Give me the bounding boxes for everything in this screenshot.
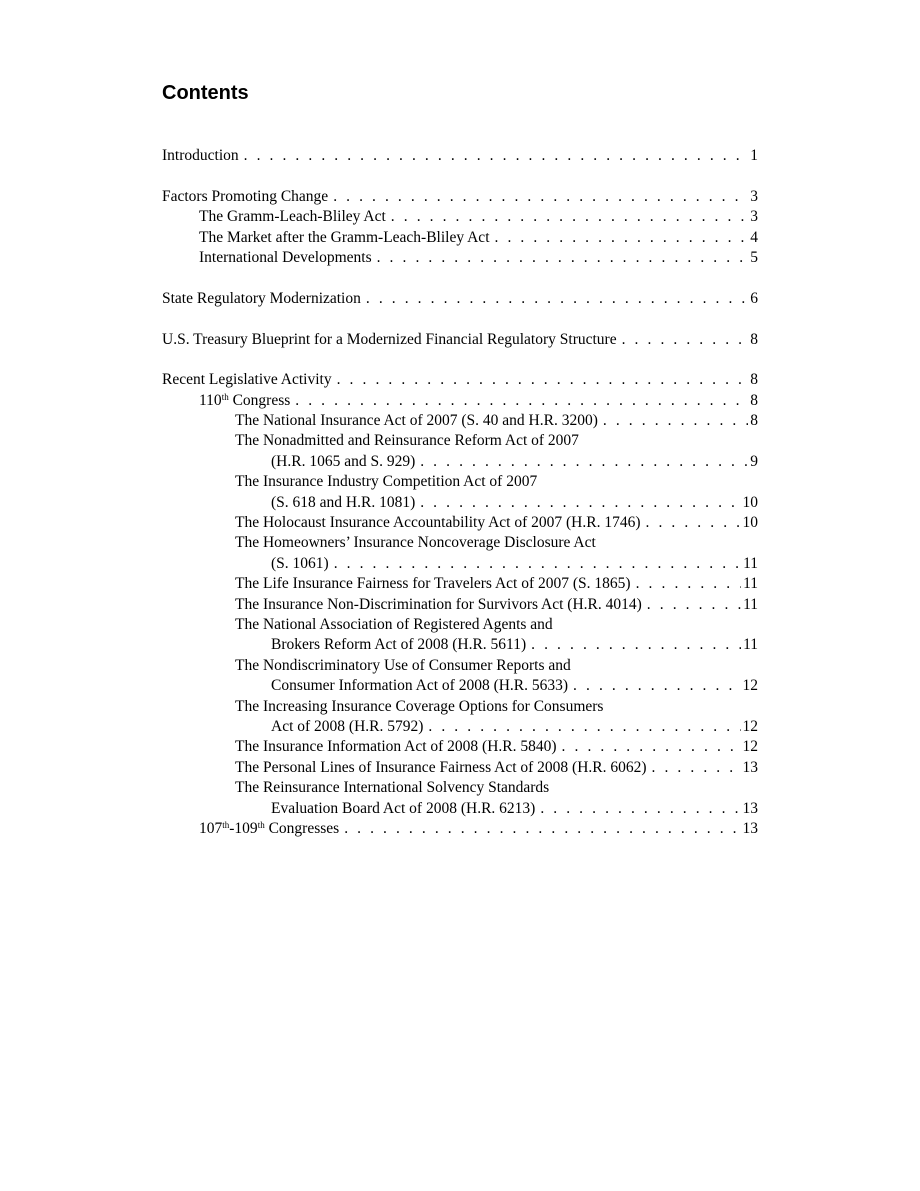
dot-leader	[391, 207, 748, 227]
toc-page-number: 8	[750, 391, 758, 409]
toc-page-number: 11	[743, 554, 758, 572]
dot-leader	[333, 187, 748, 207]
toc-entry-label: The Nonadmitted and Reinsurance Reform Act of 2007	[235, 432, 579, 450]
toc-entry-lift[interactable]	[162, 574, 758, 594]
toc-entry-holocaust[interactable]	[162, 513, 758, 533]
toc-entry-107th-109th-congresses[interactable]	[162, 819, 758, 839]
toc-page-number: 8	[750, 412, 758, 430]
toc-entry-label	[199, 391, 290, 411]
page-title: Contents	[162, 82, 249, 104]
toc-entry-label: The Homeowners’ Insurance Noncoverage Disclosure Act	[235, 534, 596, 552]
toc-entry-label: U.S. Treasury Blueprint for a Modernized Financial Regulatory Structure	[162, 330, 617, 348]
toc-entry-label: The Holocaust Insurance Accountability Act of 2007 (H.R. 1746)	[235, 514, 641, 532]
toc-entry-label: The Market after the Gramm-Leach-Bliley Act	[199, 228, 490, 246]
toc-entry-narab-line2[interactable]	[162, 635, 758, 655]
dot-leader	[244, 146, 749, 166]
toc-entry-recent[interactable]	[162, 370, 758, 390]
toc-entry-iica-line1[interactable]	[162, 472, 758, 492]
dot-leader	[366, 289, 748, 309]
toc-entry-label: Recent Legislative Activity	[162, 371, 332, 389]
toc-entry-international[interactable]	[162, 248, 758, 268]
toc-page-number: 8	[750, 330, 758, 348]
toc-entry-label: The Reinsurance International Solvency Standards	[235, 779, 550, 797]
toc-entry-state[interactable]	[162, 289, 758, 309]
dot-leader	[603, 411, 748, 431]
congress-number-end: -109	[229, 819, 258, 837]
toc-page-number: 10	[742, 493, 758, 511]
toc-entry-indsa[interactable]	[162, 595, 758, 615]
dot-leader	[540, 799, 740, 819]
toc-page-number: 3	[750, 208, 758, 226]
toc-entry-label: The Insurance Non-Discrimination for Survivors Act (H.R. 4014)	[235, 595, 642, 613]
dot-leader	[622, 330, 749, 350]
toc-page-number: 3	[750, 187, 758, 205]
congress-label: Congresses	[264, 819, 340, 837]
toc-entry-nucr-line2[interactable]	[162, 676, 758, 696]
toc-entry-label: The Life Insurance Fairness for Travelers Act of 2007 (S. 1865)	[235, 575, 631, 593]
toc-entry-label: Consumer Information Act of 2008 (H.R. 5633)	[271, 677, 569, 695]
dot-leader	[344, 819, 740, 839]
toc-entry-nucr-line1[interactable]	[162, 656, 758, 676]
dot-leader	[646, 513, 741, 533]
toc-entry-label: (S. 1061)	[271, 554, 329, 572]
table-of-contents	[162, 146, 758, 839]
toc-entry-label: The Nondiscriminatory Use of Consumer Reports and	[235, 656, 571, 674]
ordinal-suffix: th	[221, 391, 229, 402]
toc-page-number: 4	[750, 228, 758, 246]
toc-entry-icoc-line1[interactable]	[162, 697, 758, 717]
toc-entry-treasury[interactable]	[162, 330, 758, 350]
toc-entry-label: Evaluation Board Act of 2008 (H.R. 6213)	[271, 799, 536, 817]
dot-leader	[295, 391, 748, 411]
dot-leader	[337, 370, 749, 390]
toc-entry-introduction[interactable]	[162, 146, 758, 166]
toc-page-number: 12	[742, 717, 758, 735]
toc-entry-label: Introduction	[162, 147, 239, 164]
toc-entry-label: (S. 618 and H.R. 1081)	[271, 493, 416, 511]
ordinal-suffix: th	[222, 819, 230, 830]
toc-entry-plif[interactable]	[162, 758, 758, 778]
congress-label: Congress	[228, 391, 291, 409]
toc-entry-nia[interactable]	[162, 411, 758, 431]
toc-entry-label: The Gramm-Leach-Bliley Act	[199, 208, 386, 226]
toc-page-number: 12	[742, 738, 758, 756]
dot-leader	[562, 737, 741, 757]
dot-leader	[377, 248, 749, 268]
dot-leader	[647, 595, 741, 615]
toc-entry-label: The Personal Lines of Insurance Fairness Act of 2008 (H.R. 6062)	[235, 758, 647, 776]
toc-page-number: 13	[742, 758, 758, 776]
ordinal-suffix: th	[257, 819, 265, 830]
toc-entry-label: The Insurance Information Act of 2008 (H.R. 5840)	[235, 738, 557, 756]
toc-entry-icoc-line2[interactable]	[162, 717, 758, 737]
toc-entry-hind-line2[interactable]	[162, 554, 758, 574]
toc-page-number: 8	[750, 371, 758, 389]
toc-entry-label: The National Insurance Act of 2007 (S. 40 and H.R. 3200)	[235, 412, 598, 430]
dot-leader	[573, 676, 740, 696]
toc-entry-label: The Increasing Insurance Coverage Options for Consumers	[235, 697, 604, 715]
toc-entry-iica-line2[interactable]	[162, 493, 758, 513]
toc-entry-label: (H.R. 1065 and S. 929)	[271, 452, 416, 470]
toc-entry-nrra-line2[interactable]	[162, 452, 758, 472]
toc-entry-label: The Insurance Industry Competition Act of 2007	[235, 473, 538, 491]
dot-leader	[636, 574, 741, 594]
dot-leader	[420, 493, 740, 513]
toc-entry-nrra-line1[interactable]	[162, 431, 758, 451]
toc-entry-label: The National Association of Registered Agents and	[235, 615, 553, 633]
toc-entry-label: Factors Promoting Change	[162, 187, 329, 205]
toc-page-number: 9	[750, 452, 758, 470]
dot-leader	[334, 554, 741, 574]
toc-page-number: 5	[750, 248, 758, 266]
dot-leader	[531, 635, 741, 655]
toc-entry-label: International Developments	[199, 248, 372, 266]
toc-entry-110th-congress[interactable]	[162, 391, 758, 411]
toc-entry-riss-line2[interactable]	[162, 799, 758, 819]
congress-number: 110	[199, 391, 222, 409]
toc-page-number: 13	[742, 799, 758, 817]
toc-entry-hind-line1[interactable]	[162, 533, 758, 553]
toc-entry-label: Brokers Reform Act of 2008 (H.R. 5611)	[271, 636, 527, 654]
toc-entry-glba[interactable]	[162, 207, 758, 227]
toc-page-number: 11	[743, 595, 758, 613]
toc-entry-factors[interactable]	[162, 187, 758, 207]
toc-entry-narab-line1[interactable]	[162, 615, 758, 635]
toc-page-number: 6	[750, 289, 758, 307]
toc-entry-riss-line1[interactable]	[162, 778, 758, 798]
toc-entry-label: Act of 2008 (H.R. 5792)	[271, 717, 424, 735]
toc-page-number: 10	[742, 514, 758, 532]
toc-entry-label: State Regulatory Modernization	[162, 289, 361, 307]
toc-page-number: 11	[743, 575, 758, 593]
toc-entry-iia[interactable]	[162, 737, 758, 757]
toc-page-number: 12	[742, 677, 758, 695]
toc-entry-label	[199, 819, 339, 839]
dot-leader	[428, 717, 740, 737]
toc-page-number: 13	[742, 819, 758, 837]
dot-leader	[495, 228, 749, 248]
dot-leader	[652, 758, 741, 778]
toc-page-number: 11	[743, 636, 758, 654]
toc-entry-market[interactable]	[162, 228, 758, 248]
dot-leader	[420, 452, 748, 472]
toc-page-number: 1	[750, 147, 758, 164]
congress-number-start: 107	[199, 819, 223, 837]
